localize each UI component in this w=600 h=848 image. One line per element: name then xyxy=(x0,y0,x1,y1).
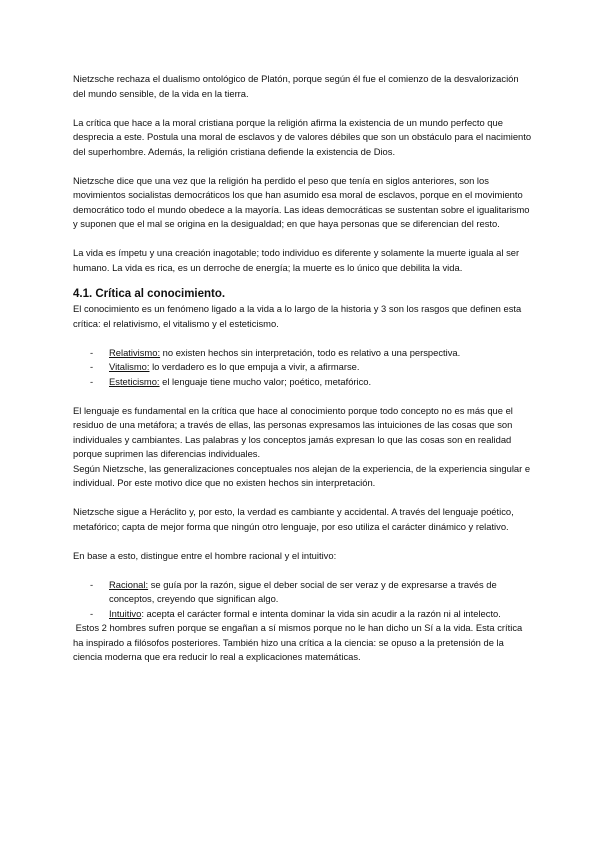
term-label: Relativismo: xyxy=(109,346,161,358)
paragraph-platon: Nietzsche rechaza el dualismo ontológico de Platón, porque según él fue el comienzo de la desvalorización del mundo sensible, de la vida en la tierra. xyxy=(73,73,519,99)
document-body xyxy=(73,72,533,679)
list-dash: - xyxy=(90,375,94,387)
term-text: se guía por la razón, sigue el deber social de ser veraz y de expresarse a través de conceptos, creyendo que significan algo. xyxy=(109,578,497,604)
list-item xyxy=(73,607,533,622)
list-dash: - xyxy=(90,578,94,590)
term-label: Vitalismo: xyxy=(109,361,150,372)
term-text: lo verdadero es lo que empuja a vivir, a afirmarse. xyxy=(149,361,360,372)
term-text: : acepta el carácter formal e intenta dominar la vida sin acudir a la razón ni al intelecto. xyxy=(141,607,501,619)
paragraph-conclusion: Estos 2 hombres sufren porque se engañan a sí mismos porque no le han dicho un Sí a la vida. Esta crítica ha inspirado a filósofos posteriores. También hizo una crítica a la ciencia: se opuso a la pretensión de la ciencia moderna que era reducir lo real a explicaciones matemáticas. xyxy=(73,622,525,662)
term-text: no existen hechos sin interpretación, todo es relativo a una perspectiva. xyxy=(160,346,461,358)
paragraph-distincion: En base a esto, distingue entre el hombre racional y el intuitivo: xyxy=(73,549,337,561)
term-label: Intuitivo xyxy=(109,607,142,619)
list-dash: - xyxy=(90,346,94,358)
paragraph-generalizaciones: Según Nietzsche, las generalizaciones conceptuales nos alejan de la experiencia, de la experiencia singular e individual. Por este motivo dice que no existen hechos sin interpretación. xyxy=(73,462,531,488)
term-text: el lenguaje tiene mucho valor; poético, metafórico. xyxy=(159,375,372,387)
men-list xyxy=(73,578,533,622)
section-intro: El conocimiento es un fenómeno ligado a la vida a lo largo de la historia y 3 son los rasgos que definen esta crítica: el relativismo, el vitalismo y el esteticismo. xyxy=(73,303,522,329)
list-item xyxy=(73,346,533,361)
list-item xyxy=(73,578,533,607)
list-item xyxy=(73,360,533,375)
term-label: Racional: xyxy=(109,578,149,590)
paragraph-democracia: Nietzsche dice que una vez que la religión ha perdido el peso que tenía en siglos anteriores, son los movimientos socialistas democráticos los que han asumido esa moral de esclavos, porque en el movimiento democrático todo el mundo obedece a la mayoría. Las ideas democráticas se sustentan sobre el igualitarismo y suponen que el mal se origina en la desigualdad; en que haya personas que se diferencian del resto. xyxy=(73,174,530,229)
paragraph-vida: La vida es ímpetu y una creación inagotable; todo individuo es diferente y solamente la muerte iguala al ser humano. La vida es rica, es un derroche de energía; la muerte es lo único que debilita la vida. xyxy=(73,247,520,273)
paragraph-moral-cristiana: La crítica que hace a la moral cristiana porque la religión afirma la existencia de un mundo perfecto que desprecia a este. Postula una moral de esclavos y de valores débiles que son un obstáculo para el nacimiento del superhombre. Además, la religión cristiana defiende la existencia de Dios. xyxy=(73,116,532,157)
list-dash: - xyxy=(90,361,94,372)
traits-list xyxy=(73,346,533,390)
list-dash: - xyxy=(90,607,94,619)
paragraph-heraclito: Nietzsche sigue a Heráclito y, por esto, la verdad es cambiante y accidental. A través del lenguaje poético, metafórico; capta de mejor forma que ningún otro lenguaje, por eso utiliza el carácter dinámico y relativo. xyxy=(73,506,514,532)
term-label: Esteticismo: xyxy=(109,375,160,387)
list-item xyxy=(73,375,533,390)
section-heading: 4.1. Crítica al conocimiento. xyxy=(73,288,226,300)
paragraph-lenguaje: El lenguaje es fundamental en la crítica que hace al conocimiento porque todo concepto no es más que el residuo de una metáfora; a través de ellas, las personas expresamos las intuiciones de las cosas que son individuales y cambiantes. Las palabras y los conceptos jamás expresan lo que las cosas son en realidad porque suprimen las diferencias individuales. xyxy=(73,404,513,459)
